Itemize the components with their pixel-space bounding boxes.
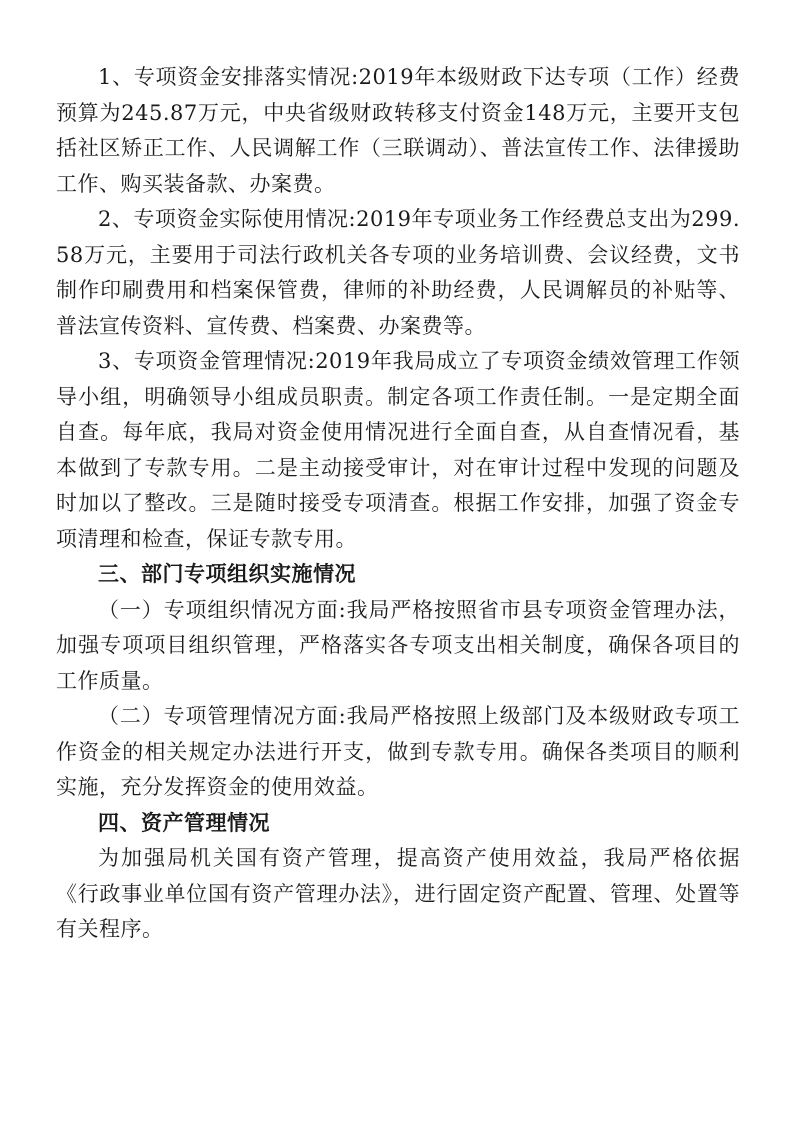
paragraph-management: （二）专项管理情况方面:我局严格按照上级部门及本级财政专项工作资金的相关规定办法进行开支，做到专款专用。确保各类项目的顺利实施，充分发挥资金的使用效益。 xyxy=(56,704,740,799)
document-body xyxy=(56,60,740,948)
paragraph-asset-management: 为加强局机关国有资产管理，提高资产使用效益，我局严格依据《行政事业单位国有资产管理办法》，进行固定资产配置、管理、处置等有关程序。 xyxy=(56,846,740,941)
paragraph-special-funds-arrangement: 1、专项资金安排落实情况:2019年本级财政下达专项（工作）经费预算为245.87万元，中央省级财政转移支付资金148万元，主要开支包括社区矫正工作、人民调解工作（三联调动）、普法宣传工作、法律援助工作、购买装备款、办案费。 xyxy=(56,65,740,196)
section-heading-implementation: 三、部门专项组织实施情况 xyxy=(98,562,356,586)
paragraph-special-funds-usage: 2、专项资金实际使用情况:2019年专项业务工作经费总支出为299.58万元，主要用于司法行政机关各专项的业务培训费、会议经费，文书制作印刷费用和档案保管费，律师的补助经费，人民调解员的补贴等、普法宣传资料、宣传费、档案费、办案费等。 xyxy=(56,207,740,338)
paragraph-special-funds-management: 3、专项资金管理情况:2019年我局成立了专项资金绩效管理工作领导小组，明确领导小组成员职责。制定各项工作责任制。一是定期全面自查。每年底，我局对资金使用情况进行全面自查，从自查情况看，基本做到了专款专用。二是主动接受审计，对在审计过程中发现的问题及时加以了整改。三是随时接受专项清查。根据工作安排，加强了资金专项清理和检查，保证专款专用。 xyxy=(56,349,740,551)
paragraph-organization: （一）专项组织情况方面:我局严格按照省市县专项资金管理办法，加强专项项目组织管理，严格落实各专项支出相关制度，确保各项目的工作质量。 xyxy=(56,597,740,693)
section-heading-asset-management: 四、资产管理情况 xyxy=(98,810,270,835)
